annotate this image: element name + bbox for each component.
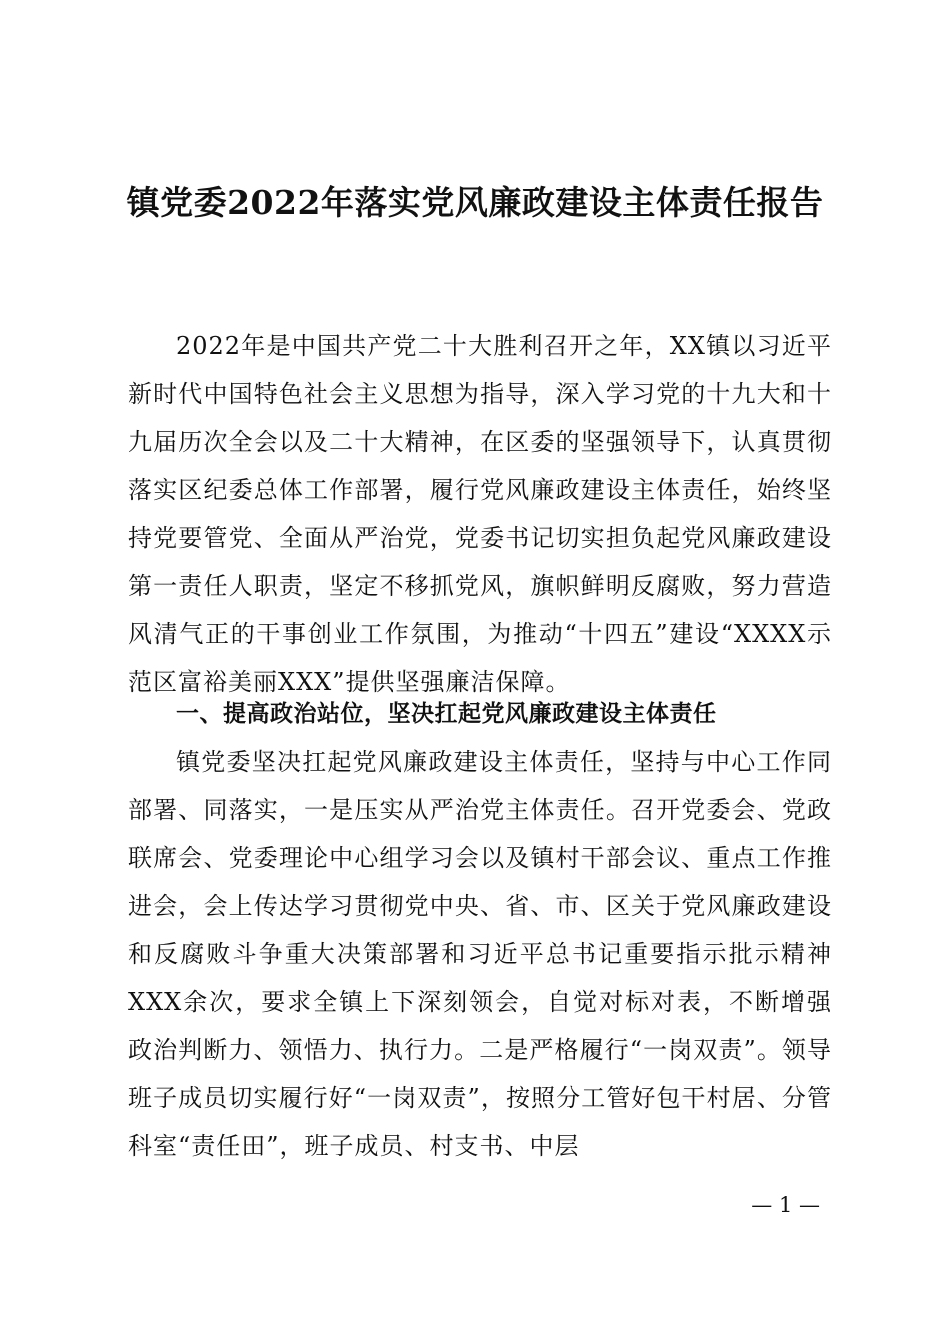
section-1-paragraph: 镇党委坚决扛起党风廉政建设主体责任，坚持与中心工作同部署、同落实，一是压实从严治党主体责任。召开党委会、党政联席会、党委理论中心组学习会以及镇村干部会议、重点工作推进会，会上传达学习贯彻党中央、省、市、区关于党风廉政建设和反腐败斗争重大决策部署和习近平总书记重要指示批示精神XXX余次，要求全镇上下深刻领会，自觉对标对表，不断增强政治判断力、领悟力、执行力。二是严格履行“一岗双责”。领导班子成员切实履行好“一岗双责”，按照分工管好包干村居、分管科室“责任田”，班子成员、村支书、中层 [128, 748, 832, 1160]
document-title: 镇党委2022年落实党风廉政建设主体责任报告 [126, 183, 824, 222]
page-number: — 1 — [751, 1193, 820, 1217]
intro-paragraph: 2022年是中国共产党二十大胜利召开之年，XX镇以习近平新时代中国特色社会主义思想为指导，深入学习党的十九大和十九届历次全会以及二十大精神，在区委的坚强领导下，认真贯彻落实区纪委总体工作部署，履行党风廉政建设主体责任，始终坚持党要管党、全面从严治党，党委书记切实担负起党风廉政建设第一责任人职责，坚定不移抓党风，旗帜鲜明反腐败，努力营造风清气正的干事创业工作氛围，为推动“十四五”建设“XXXX示范区富裕美丽XXX”提供坚强廉洁保障。 [128, 332, 832, 696]
section-heading-1: 一、提高政治站位，坚决扛起党风廉政建设主体责任 [176, 701, 717, 727]
